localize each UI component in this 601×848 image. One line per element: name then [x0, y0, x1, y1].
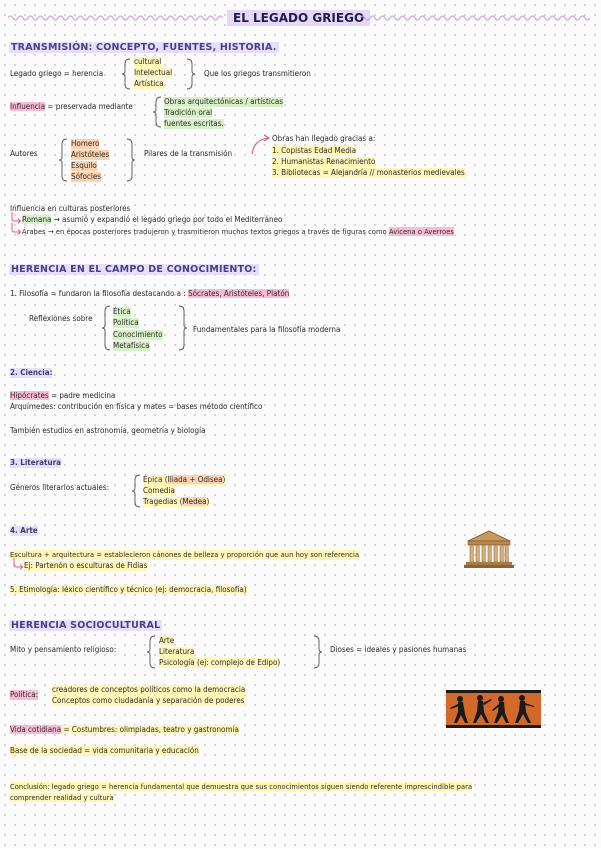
dioses-line: Dioses = ideales y pasiones humanas: [330, 645, 467, 654]
arabes-line: [22, 227, 454, 237]
epica-text: Épica (: [143, 475, 168, 484]
brace-open-icon: [146, 635, 156, 669]
filosofia-names: Sócrates, Aristóteles, Platón: [188, 289, 290, 298]
greek-temple-icon: [464, 529, 514, 569]
arabes-text: Árabes → en épocas posteriores tradujeron y trasmitieron muchos textos griegos a través de figuras como: [22, 227, 389, 236]
greek-vase-painting: [446, 690, 541, 728]
medea-name: Medea: [182, 497, 207, 506]
conclusion-text-1: Conclusión: legado griego = herencia fundamental que demuestra que sus conocimientos siguen siendo referente imprescindible para: [10, 782, 473, 791]
influencia-word: Influencia: [10, 102, 46, 111]
influencia-item: Obras arquitectónicas / artísticas: [164, 97, 283, 106]
vida-line: [10, 725, 239, 735]
comedia-item: Comedia: [143, 486, 175, 495]
hipocrates-line: [10, 391, 115, 401]
brace-open-icon: [58, 138, 68, 182]
epica-end: ): [222, 475, 226, 484]
politica-item: creadores de conceptos políticos como la democracia: [52, 685, 246, 694]
influencia-item: Tradición oral: [164, 108, 213, 117]
brace-open-icon: [131, 474, 141, 508]
hook-arrow-icon: [12, 558, 24, 570]
posteriores-title: Influencia en culturas posteriores: [10, 204, 131, 213]
conclusion-text-2: comprender realidad y cultura: [10, 793, 114, 802]
tragedias-line: [143, 497, 209, 507]
obras-title: Obras han llegado gracias a:: [272, 134, 376, 143]
autor-item: Esquilo: [71, 161, 97, 170]
autor-item: Sófocles: [71, 172, 102, 181]
pilares-label: Pilares de la transmisión: [144, 149, 233, 158]
legado-item: Intelectual: [134, 68, 173, 77]
base-text: Base de la sociedad = vida comunitaria y educación: [10, 746, 199, 755]
hook-arrow-icon: [10, 223, 22, 235]
brace-close-icon: [186, 58, 196, 90]
epica-line: [143, 475, 225, 485]
escultura-line: Escultura + arquitectura = establecieron cánones de belleza y proporción que aun hoy son referencia: [10, 550, 360, 559]
autor-item: Homero: [71, 139, 100, 148]
reflexiones-item: Ética: [113, 307, 131, 316]
vida-word: Vida cotidiana: [10, 725, 62, 734]
tambien-line: También estudios en astronomía, geometría y biología: [10, 426, 206, 435]
legado-label: Legado griego = herencia: [10, 69, 104, 78]
reflexiones-item: Metafísica: [113, 341, 150, 350]
brace-open-icon: [101, 305, 111, 351]
romana-word: Romana: [22, 215, 52, 224]
obras-item: 3. Bibliotecas = Alejandría // monasterios medievales: [272, 168, 465, 177]
reflexiones-note: Fundamentales para la filosofía moderna: [193, 325, 341, 334]
conclusion-line-2: [10, 793, 114, 803]
title-wave-right: [360, 13, 592, 23]
hipocrates-word: Hipócrates: [10, 391, 49, 400]
influencia-line: [10, 102, 133, 112]
romana-rest: → asumió y expandió el legado griego por todo el Mediterráneo: [51, 215, 283, 224]
hipocrates-rest: = padre medicina: [48, 391, 116, 400]
arte-title: 4. Arte: [10, 526, 38, 535]
tragedias-end: ): [206, 497, 210, 506]
generos-label: Géneros literarios actuales:: [10, 483, 109, 492]
section-heading-transmision: TRANSMISIÓN: CONCEPTO, FUENTES, HISTORIA.: [11, 42, 277, 53]
mito-item: Psicología (ej: complejo de Edipo): [159, 658, 281, 667]
section-heading-sociocultural: HERENCIA SOCIOCULTURAL: [11, 620, 161, 631]
mito-label: Mito y pensamiento religioso:: [10, 645, 117, 654]
brace-close-icon: [178, 305, 188, 351]
section-heading-conocimiento: HERENCIA EN EL CAMPO DE CONOCIMIENTO:: [11, 264, 257, 275]
epica-names: Iliada + Odisea: [167, 475, 223, 484]
brace-close-icon: [313, 635, 323, 669]
legado-note: Que los griegos transmitieron: [204, 69, 311, 78]
mito-item: Arte: [159, 636, 175, 645]
title-wave-left: [8, 13, 223, 23]
curved-arrow-icon: [250, 134, 272, 156]
brace-open-icon: [121, 58, 131, 90]
vida-rest: = Costumbres: olimpiadas, teatro y gastronomía: [61, 725, 239, 734]
brace-close-icon: [126, 138, 136, 182]
tragedias-text: Tragedias (: [143, 497, 183, 506]
conclusion-line-1: [10, 782, 472, 792]
reflexiones-item: Conocimiento: [113, 330, 163, 339]
mito-item: Literatura: [159, 647, 195, 656]
autor-item: Aristóteles: [71, 150, 110, 159]
reflexiones-label: Reflexiones sobre: [29, 314, 93, 323]
influencia-item: fuentes escritas.: [164, 119, 224, 128]
base-line: [10, 746, 199, 756]
filosofia-line: [10, 289, 289, 299]
legado-item: Artística: [134, 79, 164, 88]
filosofia-text: 1. Filosofía = fundaron la filosofía destacando a :: [10, 289, 189, 298]
reflexiones-item: Política: [113, 318, 139, 327]
partenon-line: Ej: Partenón o esculturas de Fidias: [24, 561, 148, 570]
brace-open-icon: [152, 96, 162, 128]
literatura-title: 3. Literatura: [10, 458, 61, 467]
arabes-names: Avicena o Averroes: [389, 227, 454, 236]
arquimedes-line: Arquímedes: contribución en física y mates = bases método científico: [10, 402, 263, 411]
autores-label: Autores: [10, 149, 38, 158]
ciencia-title: 2. Ciencia:: [10, 368, 53, 377]
politica-item: Conceptos como ciudadanía y separación de poderes: [52, 696, 245, 705]
etimologia-line: [10, 585, 247, 595]
obras-item: 2. Humanistas Renacimiento: [272, 157, 376, 166]
etimologia-text: 5. Etimología: léxico científico y técnico (ej: democracia, filosofía): [10, 585, 247, 594]
influencia-rest: = preservada mediante: [45, 102, 133, 111]
romana-line: [22, 215, 282, 225]
legado-item: cultural: [134, 57, 162, 66]
politica-label: Política:: [10, 690, 39, 699]
obras-item: 1. Copistas Edad Media: [272, 146, 357, 155]
page-title: EL LEGADO GRIEGO: [227, 10, 370, 26]
